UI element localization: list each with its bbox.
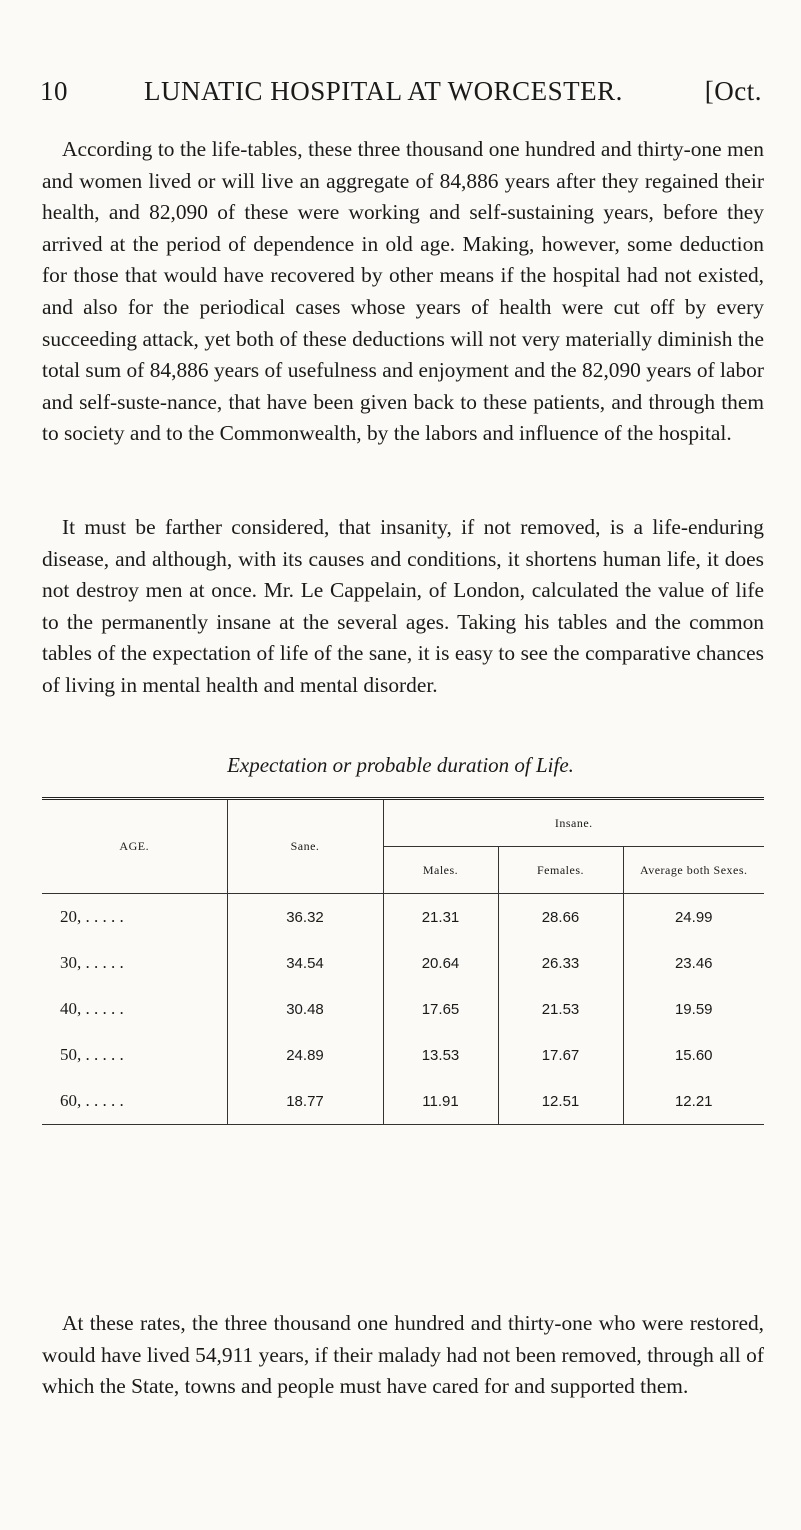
average-cell: 15.60 (623, 1032, 764, 1078)
average-cell: 19.59 (623, 986, 764, 1032)
header-average: Average both Sexes. (623, 847, 764, 894)
females-cell: 12.51 (498, 1078, 623, 1125)
paragraph-conclusion: At these rates, the three thousand one hundred and thirty-one who were restored, would have lived 54,911 years, if their malady had not been removed, through all of which the State, towns and people must have cared for and supported them. (42, 1311, 764, 1399)
sane-cell: 18.77 (227, 1078, 383, 1125)
age-cell: 20, . . . . . (60, 907, 124, 926)
average-cell: 12.21 (623, 1078, 764, 1125)
males-cell: 21.31 (383, 894, 498, 941)
page-header (40, 76, 762, 116)
table-row (42, 986, 764, 1032)
header-sane: Sane. (227, 799, 383, 894)
females-cell: 26.33 (498, 940, 623, 986)
males-cell: 11.91 (383, 1078, 498, 1125)
sane-cell: 36.32 (227, 894, 383, 941)
life-expectancy-table (42, 797, 764, 1125)
header-females: Females. (498, 847, 623, 894)
header-males: Males. (383, 847, 498, 894)
sane-cell: 34.54 (227, 940, 383, 986)
table-row (42, 1032, 764, 1078)
header-age: AGE. (42, 799, 227, 894)
header-insane: Insane. (383, 799, 764, 847)
paragraph-life-tables: According to the life-tables, these three thousand one hundred and thirty-one men and women lived or will live an aggregate of 84,886 years after they regained their health, and 82,090 of these were working and self-sustaining years, before they arrived at the period of dependence in old age. Making, however, some deduction for those that would have recovered by other means if the hospital had not existed, and also for the periodical cases whose years of health were cut off by every succeeding attack, yet both of these deductions will not very materially diminish the total sum of 84,886 years of usefulness and enjoyment and the 82,090 years of labor and self-suste-nance, that have been given back to these patients, and through them to society and to the Commonwealth, by the labors and influence of the hospital. (42, 137, 764, 446)
age-cell: 60, . . . . . (42, 1078, 227, 1125)
age-cell: 40, . . . . . (60, 999, 124, 1018)
average-cell: 24.99 (623, 894, 764, 941)
age-cell: 50, . . . . . (60, 1045, 124, 1064)
females-cell: 28.66 (498, 894, 623, 941)
females-cell: 17.67 (498, 1032, 623, 1078)
date-mark: [Oct. (704, 76, 762, 106)
running-title: LUNATIC HOSPITAL AT WORCESTER. (144, 76, 623, 106)
males-cell: 13.53 (383, 1032, 498, 1078)
sane-cell: 24.89 (227, 1032, 383, 1078)
males-cell: 17.65 (383, 986, 498, 1032)
age-cell: 30, . . . . . (60, 953, 124, 972)
table-row (42, 1078, 764, 1125)
page-number: 10 (40, 76, 68, 106)
average-cell: 23.46 (623, 940, 764, 986)
males-cell: 20.64 (383, 940, 498, 986)
table-caption: Expectation or probable duration of Life. (227, 753, 574, 777)
paragraph-insanity: It must be farther considered, that insanity, if not removed, is a life-enduring disease, and although, with its causes and conditions, it shortens human life, it does not destroy men at once. Mr. Le Cappelain, of London, calculated the value of life to the permanently insane at the several ages. Taking his tables and the common tables of the expectation of life of the sane, it is easy to see the comparative chances of living in mental health and mental disorder. (42, 515, 764, 697)
table-row (42, 940, 764, 986)
table-row (42, 894, 764, 941)
females-cell: 21.53 (498, 986, 623, 1032)
sane-cell: 30.48 (227, 986, 383, 1032)
